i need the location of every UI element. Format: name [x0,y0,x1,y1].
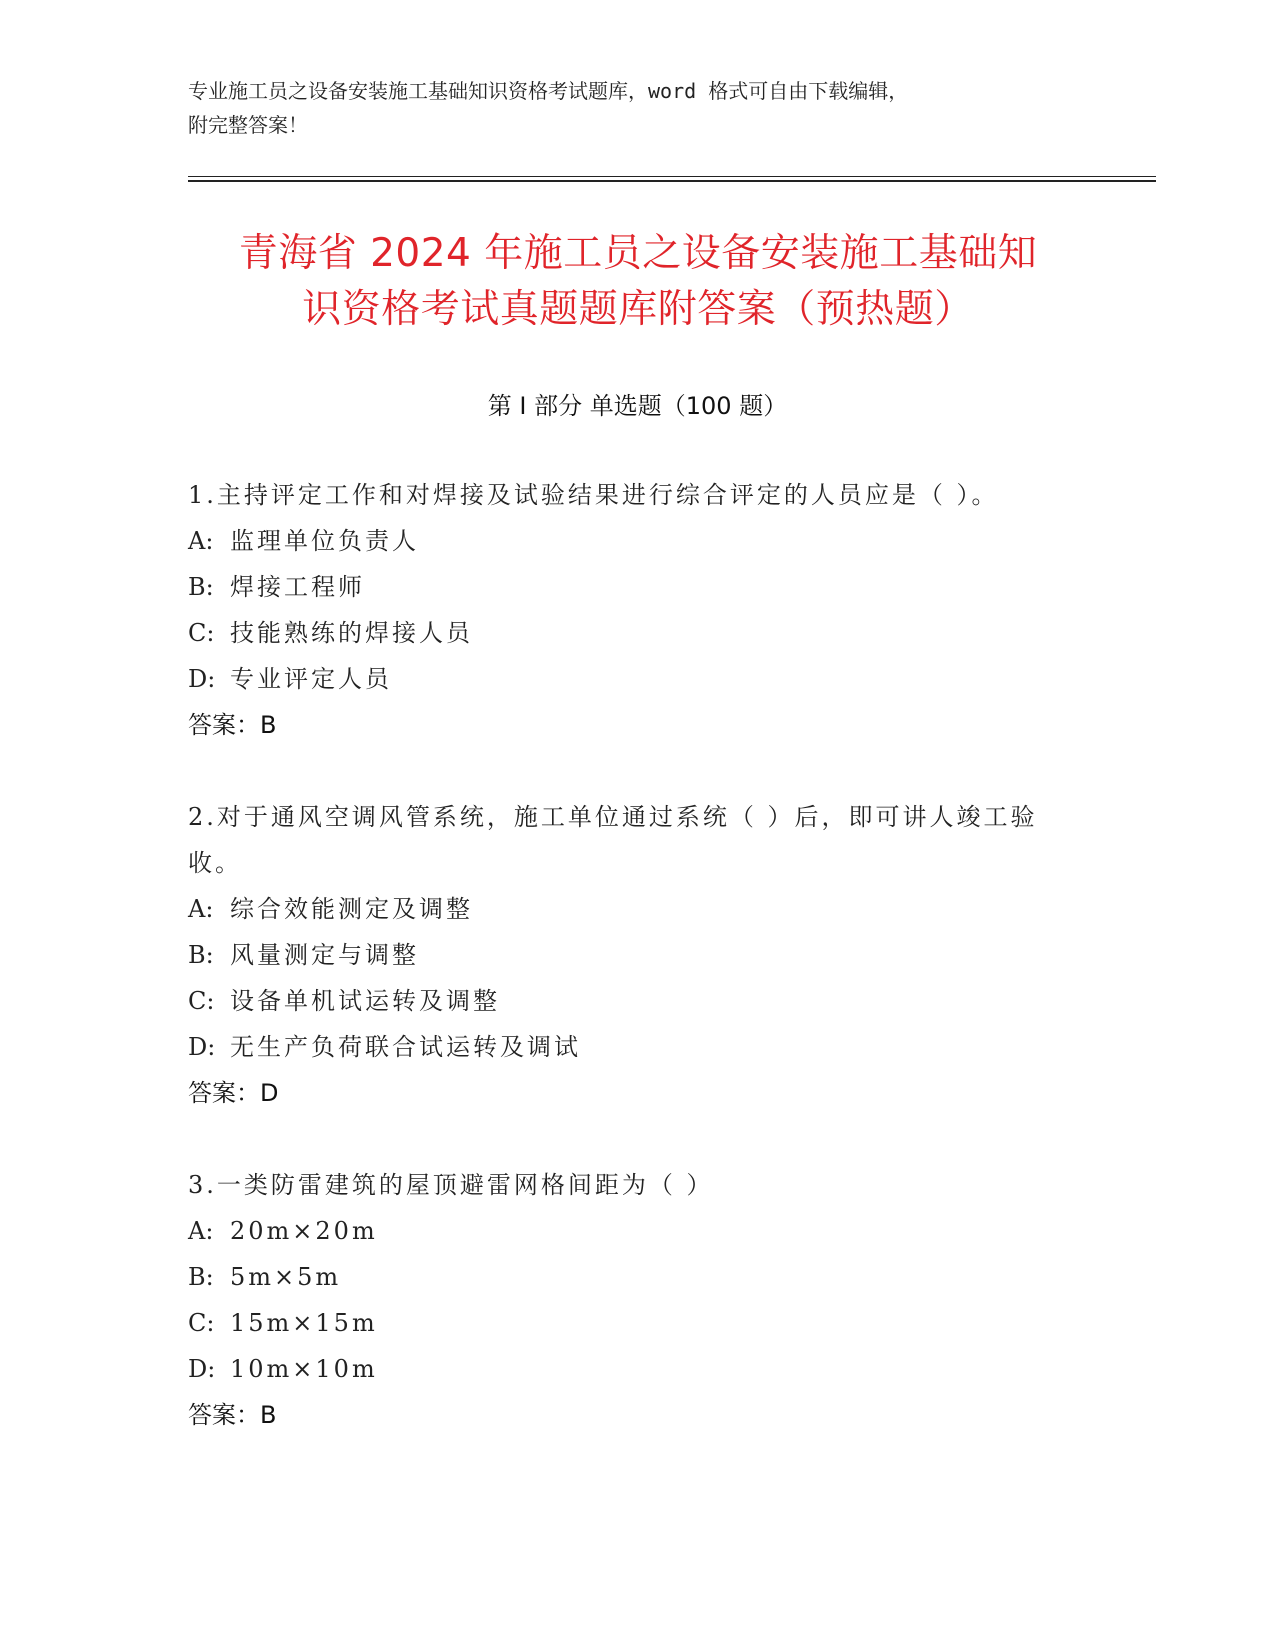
option-label: C: [188,619,215,647]
header-divider-thick [188,180,1156,182]
option-label: C: [188,987,215,1015]
answer: 答案：D [188,1079,279,1107]
option-label: A: [188,527,214,555]
section-heading: 第 I 部分 单选题（100 题） [487,392,788,420]
option-text: 技能熟练的焊接人员 [230,619,473,647]
option-label: B: [188,1263,214,1291]
option-label: A: [188,1217,214,1245]
option-a [188,886,1088,932]
option-text: 无生产负荷联合试运转及调试 [230,1033,581,1061]
question-3 [188,1162,1088,1438]
header-divider-thin [188,176,1156,177]
header-note [188,74,1068,142]
option-d [188,1024,1088,1070]
option-label: D: [188,1033,216,1061]
option-c [188,978,1088,1024]
question-1 [188,472,1088,748]
option-text: 20m×20m [230,1217,378,1245]
answer: 答案：B [188,711,277,739]
option-text: 5m×5m [230,1263,342,1291]
document-title-line-2: 识资格考试真题题库附答案（预热题） [302,287,974,332]
option-text: 综合效能测定及调整 [230,895,473,923]
option-label: B: [188,941,214,969]
answer: 答案：B [188,1401,277,1429]
option-label: A: [188,895,214,923]
header-note-line-1: 专业施工员之设备安装施工基础知识资格考试题库，word 格式可自由下载编辑， [188,79,909,103]
option-label: D: [188,1355,216,1383]
question-stem: 1.主持评定工作和对焊接及试验结果进行综合评定的人员应是（ ）。 [188,481,999,509]
question-stem: 2.对于通风空调风管系统，施工单位通过系统（ ）后，即可讲人竣工验收。 [188,803,1038,877]
header-note-line-2: 附完整答案！ [188,113,308,137]
option-text: 15m×15m [230,1309,378,1337]
option-d [188,1346,1088,1392]
option-text: 10m×10m [230,1355,378,1383]
option-label: D: [188,665,216,693]
option-text: 设备单机试运转及调整 [230,987,500,1015]
option-d [188,656,1088,702]
option-c [188,610,1088,656]
document-title [188,226,1088,338]
option-b [188,932,1088,978]
option-label: C: [188,1309,215,1337]
option-a [188,518,1088,564]
option-text: 监理单位负责人 [230,527,419,555]
option-c [188,1300,1088,1346]
question-2 [188,794,1088,1116]
question-list [188,472,1088,1484]
option-text: 专业评定人员 [230,665,392,693]
option-label: B: [188,573,214,601]
document-title-line-1: 青海省 2024 年施工员之设备安装施工基础知 [238,231,1038,276]
option-b [188,564,1088,610]
option-a [188,1208,1088,1254]
option-b [188,1254,1088,1300]
option-text: 风量测定与调整 [230,941,419,969]
question-stem: 3.一类防雷建筑的屋顶避雷网格间距为（ ） [188,1171,714,1199]
option-text: 焊接工程师 [230,573,365,601]
